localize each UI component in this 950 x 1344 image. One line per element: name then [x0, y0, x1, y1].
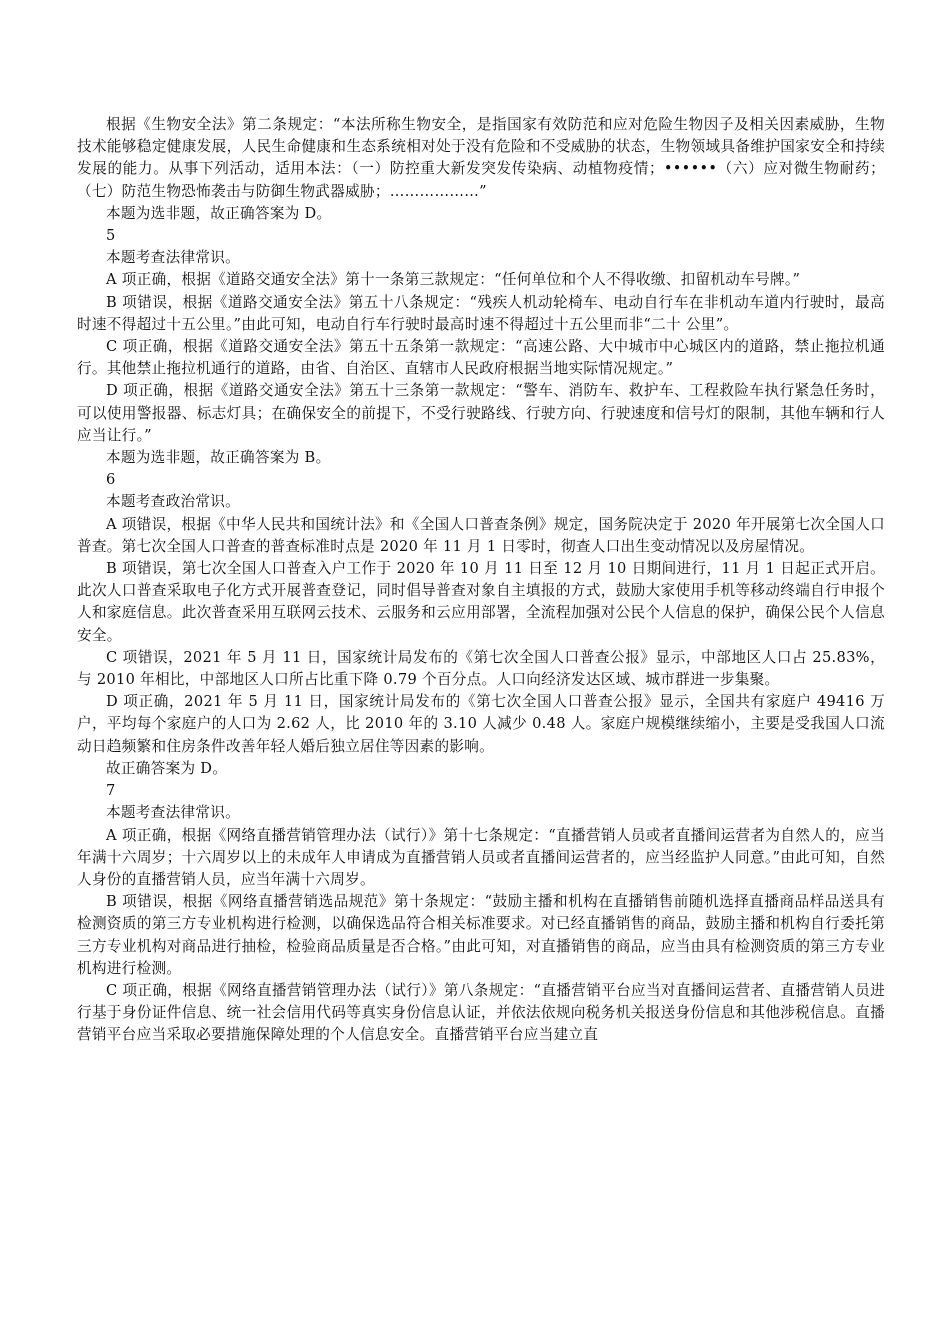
option-c-q6: C 项错误，2021 年 5 月 11 日，国家统计局发布的《第七次全国人口普查公报》显示，中部地区人口占 25.83%，与 2010 年相比，中部地区人口所占比重下降 0.79 个百分点。人口向经济发达区域、城市群进一步集聚。 [77, 648, 885, 689]
option-a-q7: A 项正确，根据《网络直播营销管理办法（试行）》第十七条规定：“直播营销人员或者直播间运营者为自然人的，应当年满十六周岁；十六周岁以上的未成年人申请成为直播营销人员或者直播间运营者的，应当经监护人同意。”由此可知，自然人身份的直播营销人员，应当年满十六周岁。 [77, 826, 885, 888]
option-c-q5: C 项正确，根据《道路交通安全法》第五十五条第一款规定：“高速公路、大中城市中心城区内的道路，禁止拖拉机通行。其他禁止拖拉机通行的道路，由省、自治区、直辖市人民政府根据当地实际情况规定。” [77, 338, 885, 378]
option-c-q7: C 项正确，根据《网络直播营销管理办法（试行）》第八条规定：“直播营销平台应当对直播间运营者、直播营销人员进行基于身份证件信息、统一社会信用代码等真实身份信息认证，并依法依规向税务机关报送身份信息和其他涉税信息。直播营销平台应当采取必要措施保障处理的个人信息安全。直播营销平台应当建立直 [77, 981, 885, 1044]
option-b-q7: B 项错误，根据《网络直播营销选品规范》第十条规定：“鼓励主播和机构在直播销售前随机选择直播商品样品送具有检测资质的第三方专业机构进行检测，以确保选品符合相关标准要求。对已经直播销售的商品，鼓励主播和机构自行委托第三方专业机构对商品进行抽检，检验商品质量是否合格。”由此可知，对直播销售的商品，应当由具有检测资质的第三方专业机构进行检测。 [77, 893, 885, 977]
question-number-5: 5 [106, 227, 116, 245]
option-b-q5: B 项错误，根据《道路交通安全法》第五十八条规定：“残疾人机动轮椅车、电动自行车在非机动车道内行驶时，最高时速不得超过十五公里。”由此可知，电动自行车行驶时最高时速不得超过十五公里而非“二十 公里”。 [77, 293, 885, 333]
option-a-q5: A 项正确，根据《道路交通安全法》第十一条第三款规定：“任何单位和个人不得收缴、扣留机动车号牌。” [106, 271, 801, 289]
answer-line-q6: 故正确答案为 D。 [106, 759, 228, 777]
question-number-6: 6 [106, 471, 116, 489]
question-number-7: 7 [106, 782, 116, 800]
option-a-q6: A 项错误，根据《中华人民共和国统计法》和《全国人口普查条例》规定，国务院决定于 2020 年开展第七次全国人口普查。第七次全国人口普查的普查标准时点是 2020 年 11 月 1 日零时，彻查人口出生变动情况以及房屋情况。 [77, 515, 885, 555]
option-d-q6: D 项正确，2021 年 5 月 11 日，国家统计局发布的《第七次全国人口普查公报》显示，全国共有家庭户 49416 万户，平均每个家庭户的人口为 2.62 人，比 2010 年的 3.10 人减少 0.48 人。家庭户规模继续缩小，主要是受我国人口流动日趋频繁和住房条件改善年轻人婚后独立居住等因素的影响。 [77, 693, 885, 755]
paragraph-biosafety-law: 根据《生物安全法》第二条规定：“本法所称生物安全，是指国家有效防范和应对危险生物因子及相关因素威胁，生物技术能够稳定健康发展，人民生命健康和生态系统相对处于没有危险和不受威胁的状态，生物领域具备维护国家安全和持续发展的能力。从事下列活动，适用本法：（一）防控重大新发突发传染病、动植物疫情；••••••（六）应对微生物耐药；（七）防范生物恐怖袭击与防御生物武器威胁；………………” [77, 116, 885, 200]
document-page [77, 114, 885, 1047]
answer-line-q5: 本题为选非题，故正确答案为 B。 [106, 449, 331, 467]
option-d-q5: D 项正确，根据《道路交通安全法》第五十三条第一款规定：“警车、消防车、救护车、工程救险车执行紧急任务时，可以使用警报器、标志灯具；在确保安全的前提下，不受行驶路线、行驶方向、行驶速度和信号灯的限制，其他车辆和行人应当让行。” [77, 382, 885, 444]
answer-line-q4: 本题为选非题，故正确答案为 D。 [106, 204, 332, 222]
option-b-q6: B 项错误，第七次全国人口普查入户工作于 2020 年 10 月 11 日至 12 月 10 日期间进行，11 月 1 日起正式开启。此次人口普查采取电子化方式开展普查登记，同时倡导普查对象自主填报的方式，鼓励大家使用手机等移动终端自行申报个人和家庭信息。此次普查采用互联网云技术、云服务和云应用部署，全流程加强对公民个人信息的保护，确保公民个人信息安全。 [77, 560, 885, 644]
topic-line-q6: 本题考查政治常识。 [106, 493, 241, 511]
topic-line-q7: 本题考查法律常识。 [106, 804, 241, 822]
topic-line-q5: 本题考查法律常识。 [106, 249, 241, 267]
